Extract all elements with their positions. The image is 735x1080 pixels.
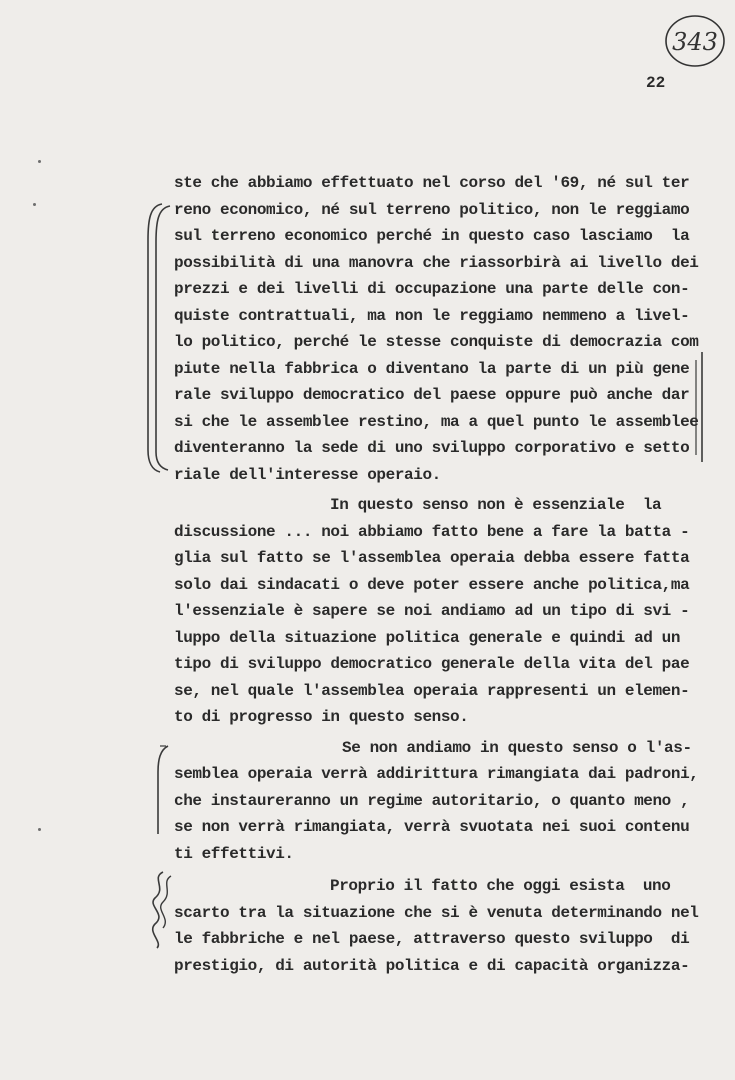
text-line: diventeranno la sede di uno sviluppo corporativo e setto (174, 439, 690, 457)
text-line: to di progresso in questo senso. (174, 708, 469, 726)
body-text (174, 170, 699, 979)
text-line: prestigio, di autorità politica e di capacità organizza- (174, 956, 690, 975)
text-line: ste che abbiamo effettuato nel corso del '69, né sul ter (174, 174, 690, 192)
text-line: che instaureranno un regime autoritario, o quanto meno , (174, 791, 690, 810)
text-line: possibilità di una manovra che riassorbirà ai livello dei (174, 253, 699, 272)
text-line: prezzi e dei livelli di occupazione una parte delle con- (174, 280, 690, 298)
margin-speck (33, 203, 36, 206)
text-line: rale sviluppo democratico del paese oppure può anche dar (174, 386, 690, 404)
text-line: Proprio il fatto che oggi esista uno (330, 877, 671, 895)
margin-bracket-left-2 (150, 742, 174, 842)
text-line: quiste contrattuali, ma non le reggiamo nemmeno a livel- (174, 306, 690, 325)
text-line: ti effettivi. (174, 844, 294, 863)
text-line: luppo della situazione politica generale e quindi ad un (174, 628, 681, 647)
text-line: sul terreno economico perché in questo caso lasciamo la (174, 227, 690, 245)
text-line: le fabbriche e nel paese, attraverso questo sviluppo di (174, 930, 690, 948)
text-line: l'essenziale è sapere se noi andiamo ad un tipo di svi - (174, 602, 690, 620)
text-line: glia sul fatto se l'assemblea operaia debba essere fatta (174, 549, 690, 567)
page-number: 22 (646, 74, 666, 92)
text-line: solo dai sindacati o deve poter essere anche politica,ma (174, 575, 690, 594)
archive-number-stamp (663, 12, 727, 70)
text-line: scarto tra la situazione che si è venuta determinando nel (174, 903, 699, 922)
text-line: lo politico, perché le stesse conquiste di democrazia com (174, 333, 699, 351)
margin-speck (38, 828, 41, 831)
text-line: tipo di sviluppo democratico generale della vita del pae (174, 655, 690, 673)
margin-bracket-left (140, 200, 176, 475)
text-line: discussione ... noi abbiamo fatto bene a fare la batta - (174, 522, 690, 541)
text-line: si che le assemblee restino, ma a quel punto le assemblee (174, 412, 699, 431)
text-line: reno economico, né sul terreno politico, non le reggiamo (174, 200, 690, 219)
text-line: In questo senso non è essenziale la (330, 496, 662, 514)
margin-speck (38, 160, 41, 163)
text-line: riale dell'interesse operaio. (174, 465, 441, 484)
text-line: Se non andiamo in questo senso o l'as- (342, 738, 692, 757)
text-line: piute nella fabbrica o diventano la parte di un più gene (174, 359, 690, 378)
text-line: se non verrà rimangiata, verrà svuotata nei suoi contenu (174, 818, 690, 836)
archive-number-circle (663, 12, 727, 70)
text-line: semblea operaia verrà addirittura rimangiata dai padroni, (174, 765, 699, 783)
margin-squiggle (145, 868, 175, 950)
archive-number: 343 (672, 28, 718, 56)
text-line: se, nel quale l'assemblea operaia rappresenti un elemen- (174, 681, 690, 700)
